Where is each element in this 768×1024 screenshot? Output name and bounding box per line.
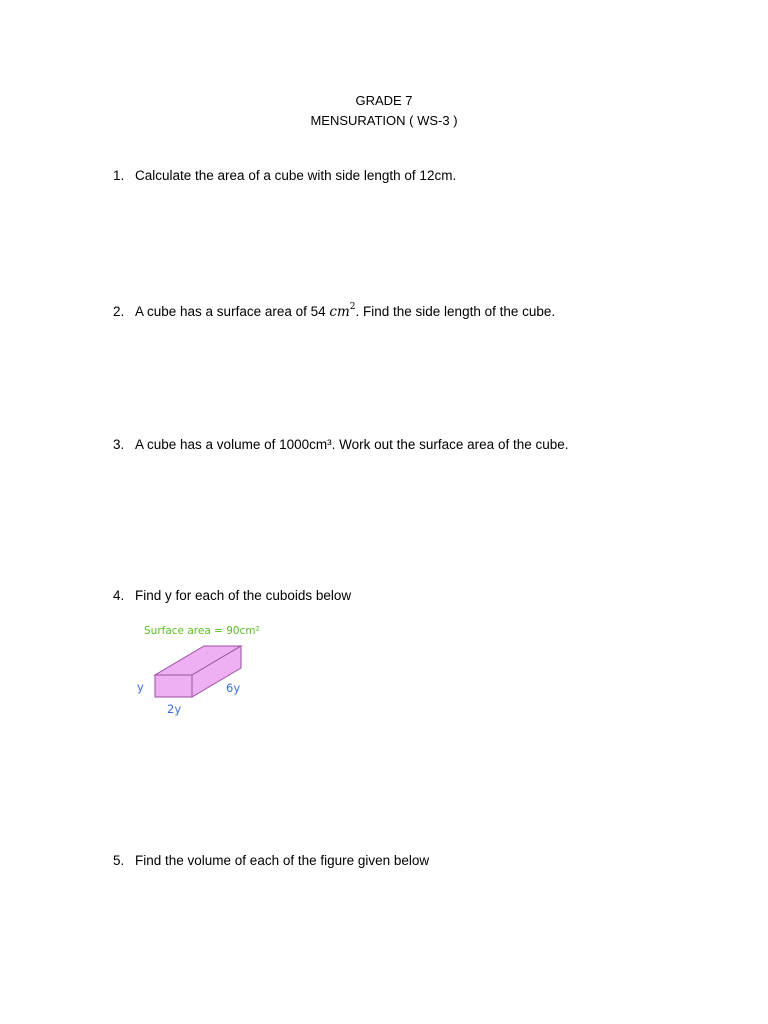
question-4 [113,587,351,605]
cuboid-figure [134,618,274,723]
worksheet-grade: GRADE 7 [355,93,413,108]
unit-exponent: 2 [349,302,356,312]
unit-math [329,304,355,320]
cuboid-front-face [155,675,192,697]
question-text: A cube has a volume of 1000cm³. Work out the surface area of the cube. [135,437,569,452]
question-number: 3. [113,437,125,452]
worksheet-title: MENSURATION ( WS-3 ) [310,113,458,128]
length-label: 6y [226,681,241,695]
height-label: y [137,680,144,694]
question-text: Find the volume of each of the figure given below [135,853,430,868]
question-number: 4. [113,588,125,603]
question-text: Find y for each of the cuboids below [135,588,352,603]
question-text-before: A cube has a surface area of 54 [135,304,330,319]
question-1 [113,167,456,185]
surface-area-label: Surface area = 90cm² [144,625,260,637]
question-3 [113,436,569,454]
question-2 [113,303,555,321]
question-number: 1. [113,168,125,183]
question-5 [113,852,429,870]
unit-symbol: cm [329,304,350,320]
question-number: 5. [113,853,125,868]
question-number: 2. [113,304,125,319]
question-text: Calculate the area of a cube with side length of 12cm. [135,168,457,183]
question-text-after: . Find the side length of the cube. [355,304,556,319]
width-label: 2y [167,702,182,716]
